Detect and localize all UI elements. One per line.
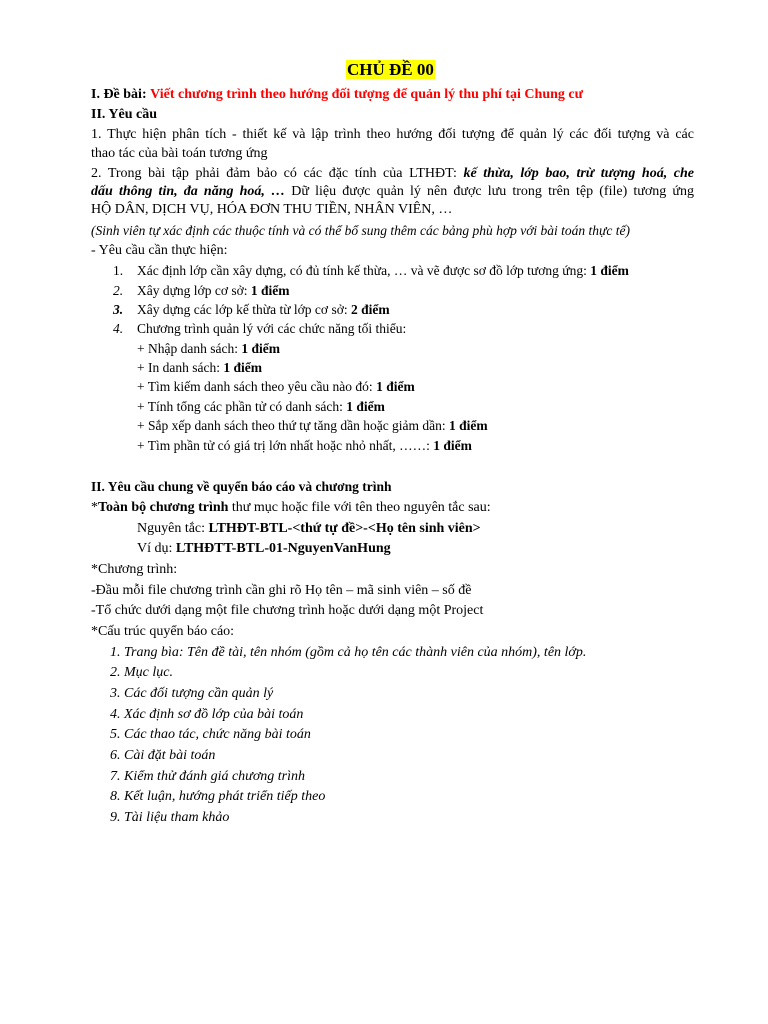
function-text: + Tìm phần tử có giá trị lớn nhất hoặc nhỏ nhất, ……: — [137, 438, 430, 453]
toan-bo-bold: Toàn bộ chương trình — [98, 500, 229, 515]
toan-bo-rest: thư mục hoặc file với tên theo nguyên tắc sau: — [231, 500, 491, 515]
yeu-cau-item2-line3: HỘ DÂN, DỊCH VỤ, HÓA ĐƠN THU TIỀN, NHÂN VIÊN, … — [91, 202, 453, 217]
function-score: 1 điểm — [241, 341, 280, 356]
yeu-cau-can-thuc-hien: - Yêu cầu cần thực hiện: — [91, 243, 228, 258]
task-text: Xây dựng các lớp kế thừa từ lớp cơ sở: — [137, 302, 348, 317]
nguyen-tac-line — [137, 520, 481, 538]
task-number: 2. — [113, 283, 124, 298]
task-item — [113, 262, 629, 280]
report-item: 4. Xác định sơ đồ lớp của bài toán — [110, 707, 304, 722]
task-item — [113, 320, 406, 338]
function-score: 1 điểm — [346, 399, 385, 414]
yeu-cau-item1-line1: 1. Thực hiện phân tích - thiết kế và lập trình theo hướng đối tượng để quản lý các đối tượng và các — [91, 127, 694, 142]
cau-truc-label: *Cấu trúc quyển báo cáo: — [91, 624, 235, 639]
toan-bo-line — [91, 499, 491, 517]
vi-du-label: Ví dụ: — [137, 541, 173, 556]
nguyen-tac-value: LTHĐT-BTL-<thứ tự đề>-<Họ tên sinh viên> — [208, 521, 481, 536]
task-score: 1 điểm — [590, 263, 629, 278]
report-item: 9. Tài liệu tham khảo — [110, 810, 230, 825]
function-score: 1 điểm — [223, 360, 262, 375]
toan-bo-star: * — [91, 500, 98, 515]
vi-du-line — [137, 540, 391, 558]
to-chuc-line: -Tổ chức dưới dạng một file chương trình hoặc dưới dạng một Project — [91, 603, 484, 618]
function-item — [137, 417, 488, 435]
task-text: Xác định lớp cần xây dựng, có đủ tính kế thừa, … và vẽ được sơ đồ lớp tương ứng: — [137, 263, 587, 278]
task-number: 1. — [113, 263, 124, 278]
report-item: 8. Kết luận, hướng phát triển tiếp theo — [110, 789, 326, 804]
task-text: Chương trình quản lý với các chức năng tối thiểu: — [137, 321, 407, 336]
dau-moi-line: -Đầu mỗi file chương trình cần ghi rõ Họ tên – mã sinh viên – số đề — [91, 583, 472, 598]
chuong-trinh-label: *Chương trình: — [91, 562, 178, 577]
item2-rest: Dữ liệu được quản lý nên được lưu trong trên tệp (file) tương ứng — [291, 184, 695, 199]
function-score: 1 điểm — [376, 379, 415, 394]
vi-du-value: LTHĐTT-BTL-01-NguyenVanHung — [175, 541, 391, 556]
function-score: 1 điểm — [449, 418, 488, 433]
function-item — [137, 437, 472, 455]
function-item — [137, 359, 262, 377]
function-score: 1 điểm — [433, 438, 472, 453]
item2-bold1: kế thừa, lớp bao, trừ tượng hoá, che — [463, 166, 695, 181]
yeu-cau-item2-line1 — [91, 165, 694, 183]
function-text: + Sắp xếp danh sách theo thứ tự tăng dần hoặc giảm dần: — [137, 418, 446, 433]
report-item: 7. Kiểm thử đánh giá chương trình — [110, 769, 306, 784]
report-item: 5. Các thao tác, chức năng bài toán — [110, 727, 311, 742]
task-text: Xây dựng lớp cơ sở: — [137, 283, 248, 298]
document-title-wrap — [346, 61, 435, 81]
report-item: 6. Cài đặt bài toán — [110, 748, 216, 763]
de-bai-line — [91, 86, 583, 104]
report-item: 1. Trang bìa: Tên đề tài, tên nhóm (gồm cả họ tên các thành viên của nhóm), tên lớp. — [110, 645, 587, 660]
item2-pre: 2. Trong bài tập phải đảm bảo có các đặc tính của LTHĐT: — [91, 166, 457, 181]
task-score: 2 điểm — [350, 302, 390, 317]
task-item — [113, 282, 289, 300]
document-title: CHỦ ĐỀ 00 — [347, 60, 434, 79]
report-item: 3. Các đối tượng cần quản lý — [110, 686, 274, 701]
report-item: 2. Mục lục. — [110, 665, 173, 680]
task-number: 3. — [113, 302, 124, 317]
function-text: + Tìm kiếm danh sách theo yêu cầu nào đó: — [137, 379, 373, 394]
function-text: + Nhập danh sách: — [137, 341, 238, 356]
nguyen-tac-label: Nguyên tắc: — [137, 521, 206, 536]
function-item — [137, 398, 385, 416]
task-score: 1 điểm — [250, 283, 290, 298]
function-item — [137, 378, 415, 396]
yeu-cau-item1-line2: thao tác của bài toán tương ứng — [91, 146, 268, 161]
function-text: + Tính tổng các phần tử có danh sách: — [137, 399, 343, 414]
item2-bold2: dấu thông tin, đa năng hoá, … — [91, 184, 286, 199]
yeu-cau-note: (Sinh viên tự xác định các thuộc tính và có thể bổ sung thêm các bảng phù hợp với bài toán thực tế) — [91, 223, 631, 238]
task-item — [113, 301, 390, 319]
function-text: + In danh sách: — [137, 360, 220, 375]
de-bai-text: Viết chương trình theo hướng đối tượng để quản lý thu phí tại Chung cư — [150, 87, 584, 102]
de-bai-label: I. Đề bài: — [91, 87, 147, 102]
function-item — [137, 340, 280, 358]
task-number: 4. — [113, 321, 124, 336]
yeu-cau-heading: II. Yêu cầu — [91, 107, 157, 122]
yeu-cau-item2-line2 — [91, 183, 694, 201]
chung-heading: II. Yêu cầu chung về quyển báo cáo và chương trình — [91, 479, 392, 494]
